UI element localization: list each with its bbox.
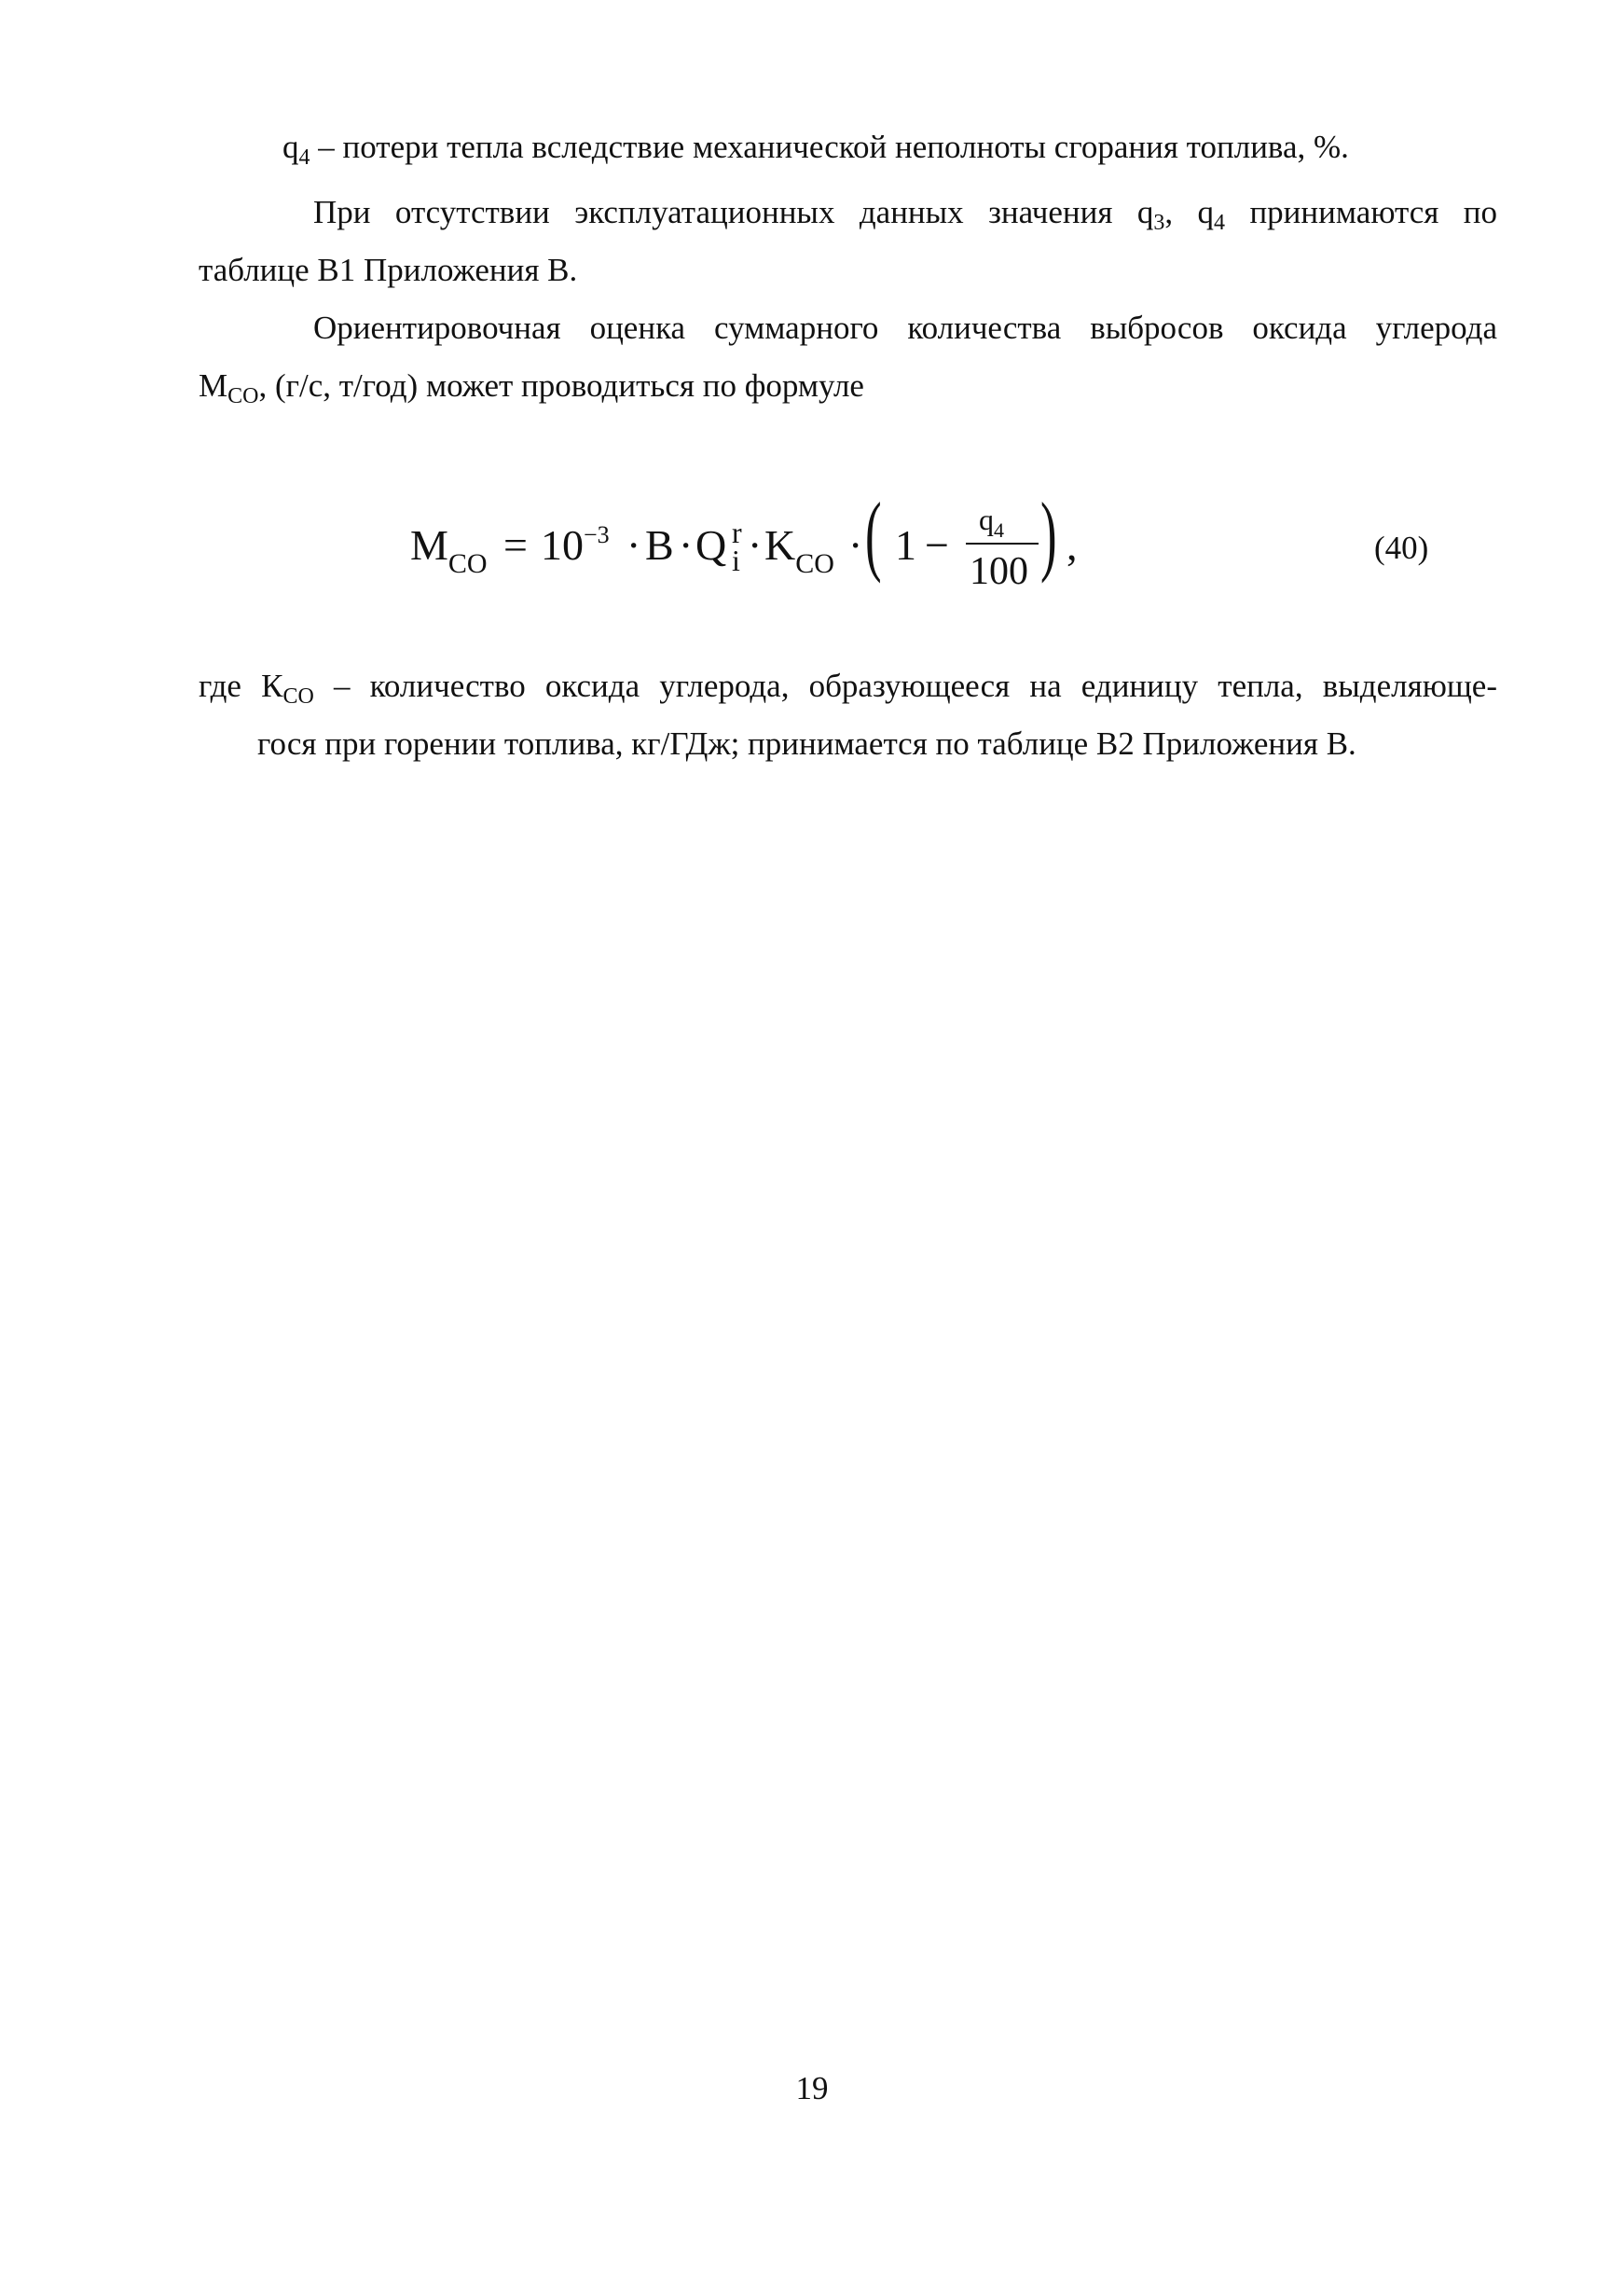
paragraph-kco-definition-line2: гося при горении топлива, кг/ГДж; принимается по таблице В2 Приложения В. [257, 725, 1356, 762]
page-number: 19 [795, 2070, 829, 2106]
formula-open-paren: ( [865, 484, 882, 584]
paragraph-absence-data-line2: таблице В1 Приложения В. [199, 252, 578, 288]
q4-definition-text: – потери тепла вследствие механической неполноты сгорания топлива, %. [310, 129, 1349, 165]
formula-power: $10^{-3}$ [541, 521, 610, 569]
paragraph-estimate-line1: Ориентировочная оценка суммарного количества выбросов оксида углерода [313, 310, 1497, 346]
equation-number: (40) [1374, 530, 1429, 566]
formula-denominator: 100 [970, 550, 1028, 593]
formula-numerator: $q_4$ [979, 503, 1004, 542]
q-subscript: 4 [298, 145, 310, 170]
paragraph-absence-data-line1: При отсутствии эксплуатационных данных значения $q_3$, $q_4$ принимаются по [313, 194, 1498, 235]
formula-dot-2: · [679, 521, 694, 569]
formula-minus: − [925, 521, 949, 569]
formula-fraction-bar [966, 543, 1039, 545]
formula-comma: , [1067, 521, 1078, 569]
formula-equals: = [503, 521, 528, 569]
paragraph-kco-definition-line1: где $К_{СО}$ – количество оксида углерода, образующееся на единицу тепла, выделяюще- [199, 668, 1497, 709]
formula-dot-1: · [626, 521, 641, 569]
formula-b: B [645, 521, 674, 569]
q-symbol: q [282, 129, 299, 165]
formula-q-sup: r [732, 516, 742, 549]
formula-40 [410, 476, 1100, 615]
formula-dot-4: · [848, 521, 863, 569]
formula-dot-3: · [748, 521, 763, 569]
paragraph-estimate-line2: $М_{СО}$, (г/с, т/год) может проводиться по формуле [199, 367, 864, 408]
formula-k: $K_{CO}$ [764, 521, 834, 579]
formula-lhs: $M_{CO}$ [410, 521, 488, 579]
formula-q: Q [695, 521, 727, 569]
paragraph-q4-definition [282, 127, 1349, 168]
formula-close-paren: ) [1040, 484, 1057, 584]
formula-q-sub: i [732, 544, 740, 577]
formula-one: 1 [895, 521, 916, 569]
